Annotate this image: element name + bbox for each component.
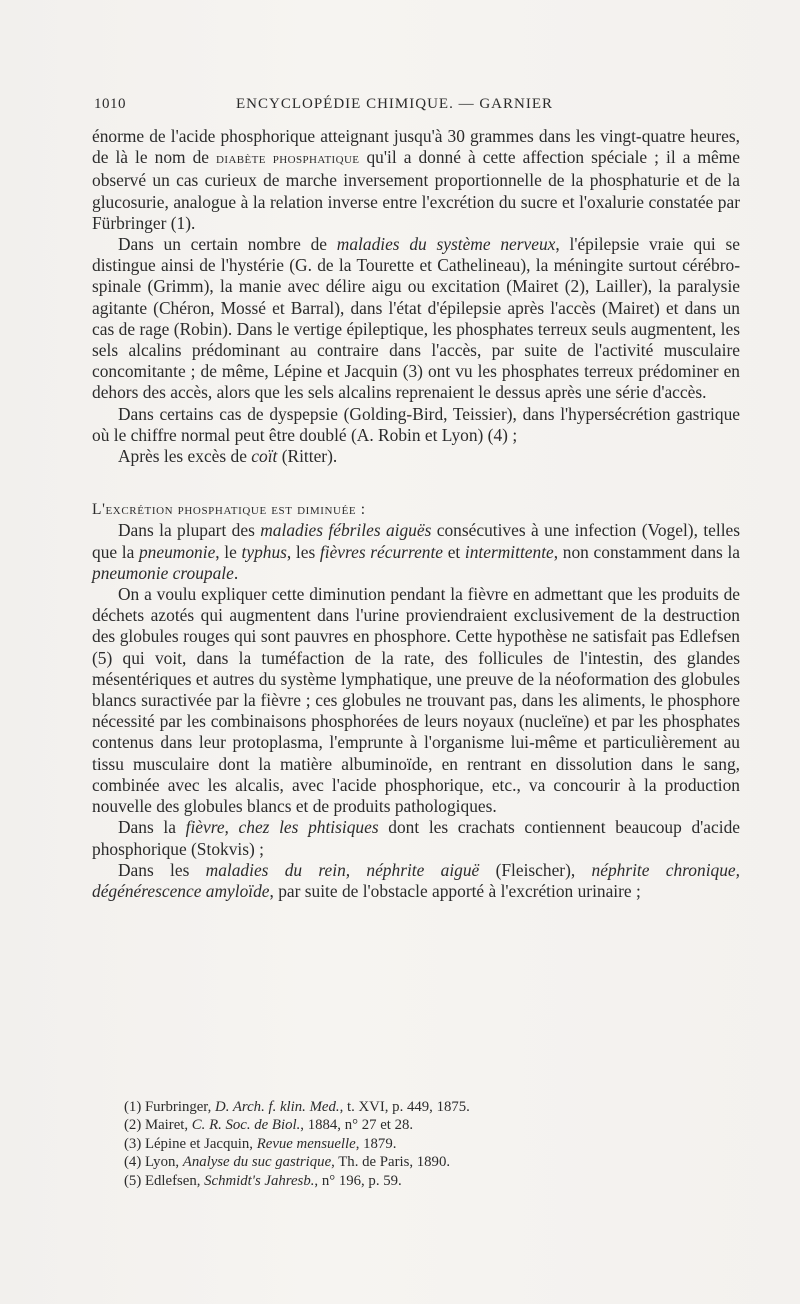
page-body	[92, 126, 740, 902]
text-run: , le	[215, 541, 242, 562]
italic-term: maladies fébriles aiguës	[260, 520, 432, 541]
text-run: (1) Furbringer,	[124, 1099, 216, 1115]
text-run: , 1879.	[355, 1135, 397, 1152]
paragraph: On a voulu expliquer cette diminution pendant la fièvre en admettant que les produits de déchets azotés qui augmentent dans l'urine proviendraient exclusivement de la destruction des globules rouges qui sont pauvres en phosphore. Cette hypothèse ne satisfait pas Edlefsen (5) qui voit, dans la tuméfaction de la rate, des follicules de l'intestin, des glandes mésentériques et autres du système lymphatique, une preuve de la néoformation des globules blancs suractivée par la fièvre ; ces globules ne trouvant pas, dans les aliments, le phosphore nécessité par les combinaisons phosphorées de leurs noyaux (nucleïne) et par les phosphates contenus dans leur protoplasma, l'emprunte à l'organisme lui-même et particulièrement au tissu musculaire dont la matière albuminoïde, en rentrant en dissolution dans le sang, combinée avec les alcalis, avec l'acide phosphorique, etc., va concourir à la production nouvelle des globules blancs et de produits pathologiques.	[92, 584, 740, 817]
text-run: (4) Lyon,	[124, 1154, 183, 1171]
text-run: , t. XVI, p. 449, 1875.	[339, 1099, 470, 1115]
text-run: Dans la	[118, 817, 186, 838]
italic-term: C. R. Soc. de Biol.	[191, 1117, 301, 1134]
italic-term: maladies du rein, néphrite aiguë	[205, 859, 480, 880]
text-run: et	[443, 541, 465, 562]
italic-term: pneumonie croupale	[92, 562, 234, 583]
italic-term: intermittente	[464, 541, 554, 562]
footnote	[124, 1098, 684, 1116]
page-header	[94, 96, 732, 120]
italic-term: fièvre, chez les phtisiques	[185, 817, 379, 838]
paragraph	[92, 126, 740, 234]
text-run: (Ritter).	[277, 446, 338, 467]
paragraph	[92, 520, 740, 584]
italic-term: coït	[251, 446, 278, 467]
italic-term: maladies du système nerveux	[336, 234, 556, 255]
text-run: , non constamment dans la	[553, 541, 741, 562]
paragraph	[92, 446, 740, 467]
text-run: , l'épilepsie vraie qui se distingue ainsi de l'hystérie (G. de la Tourette et Cathelineau), la méningite surtout cérébro-spinale (Grimm), la manie avec délire aigu ou excitation (Mairet (2), Lailler), la paralysie agitante (Chéron, Mossé et Barral), dans l'état d'épilepsie après l'accès (Mairet) et dans un cas de rage (Robin). Dans le vertige épileptique, les phosphates terreux seuls augmentent, les sels alcalins prédominant au contraire dans l'accès, par suite de l'activité musculaire concomitante ; de même, Lépine et Jacquin (3) ont vu les phosphates terreux prédominer en dehors des accès, alors que les sels alcalins reprenaient le dessus après une série d'accès.	[92, 234, 740, 403]
text-run: Dans la plupart des	[118, 520, 261, 541]
footnote	[124, 1172, 684, 1190]
italic-term: Revue mensuelle	[256, 1135, 356, 1152]
text-run: (5) Edlefsen,	[124, 1172, 205, 1189]
italic-term: Schmidt's Jahresb.	[204, 1172, 315, 1189]
text-run: , par suite de l'obstacle apporté à l'excrétion urinaire ;	[269, 880, 641, 901]
text-run: dont les crachats contiennent beaucoup d'acide phosphorique (Stokvis) ;	[92, 817, 740, 859]
italic-term: pneumonie	[138, 541, 216, 562]
running-title: ENCYCLOPÉDIE CHIMIQUE. — GARNIER	[236, 96, 553, 112]
text-run: Après les excès de	[118, 446, 252, 467]
text-run: , n° 196, p. 59.	[314, 1172, 402, 1189]
paragraph	[92, 817, 740, 859]
footnotes	[124, 1098, 684, 1190]
text-run: (Fleischer),	[479, 859, 592, 880]
page-number: 1010	[94, 96, 126, 112]
small-caps-term: diabète phosphatique	[216, 151, 360, 168]
footnote	[124, 1116, 684, 1134]
text-run: .	[233, 562, 239, 583]
text-run: consécutives à une infection (Vogel), telles que la	[92, 520, 741, 562]
text-run: (2) Mairet,	[124, 1117, 192, 1134]
footnote	[124, 1135, 684, 1153]
italic-term: typhus	[241, 541, 287, 562]
italic-term: Analyse du suc gastrique	[182, 1154, 332, 1171]
text-run: (3) Lépine et Jacquin,	[124, 1135, 257, 1152]
paragraph: Dans certains cas de dyspepsie (Golding-Bird, Teissier), dans l'hypersécrétion gastrique où le chiffre normal peut être doublé (A. Robin et Lyon) (4) ;	[92, 403, 740, 445]
text-run: , les	[286, 541, 320, 562]
text-run: Dans les	[118, 859, 206, 880]
text-run: qu'il a donné à cette affection spéciale ; il a même observé un cas curieux de marche inversement proportionnelle de la phosphaturie et de la glucosurie, analogue à la relation inverse entre l'excrétion du sucre et l'oxalurie constatée par Fürbringer (1).	[92, 147, 740, 233]
italic-term: D. Arch. f. klin. Med.	[215, 1099, 340, 1115]
italic-term: néphrite chronique, dégénérescence amyloïde	[92, 859, 740, 901]
footnote	[124, 1153, 684, 1171]
paragraph	[92, 860, 740, 902]
section-heading: L'excrétion phosphatique est diminuée :	[92, 501, 366, 519]
paragraph	[92, 234, 740, 404]
text-run: énorme de l'acide phosphorique atteignant jusqu'à 30 grammes dans les vingt-quatre heures, de là le nom de	[92, 126, 740, 168]
text-run: , Th. de Paris, 1890.	[331, 1154, 451, 1171]
text-run: , 1884, n° 27 et 28.	[300, 1117, 414, 1134]
italic-term: fièvres récurrente	[319, 541, 444, 562]
text-run: Dans un certain nombre de	[118, 234, 337, 255]
